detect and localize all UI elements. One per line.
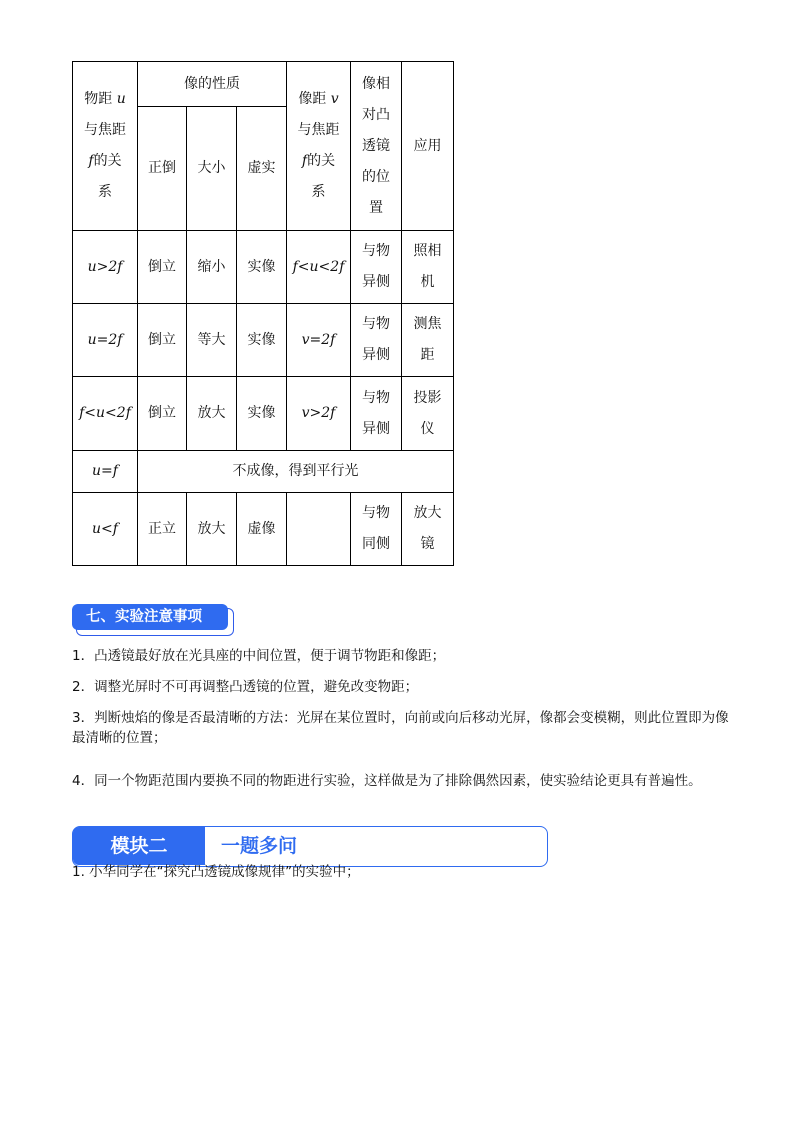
table-row — [73, 377, 454, 451]
cell-image-distance — [287, 493, 351, 566]
question-1: 1. 小华同学在“探究凸透镜成像规律”的实验中； — [72, 864, 360, 880]
cell-position: 与物 异侧 — [351, 304, 402, 377]
cell-condition: f<u<2f — [73, 377, 138, 451]
cell-size: 等大 — [187, 304, 237, 377]
cell-orientation: 倒立 — [138, 377, 187, 451]
header-image-distance: 像距 v 与焦距 f的关 系 — [287, 62, 351, 231]
table-row — [73, 451, 454, 493]
cell-image-distance: v=2f — [287, 304, 351, 377]
table-row — [73, 304, 454, 377]
cell-condition: u>2f — [73, 231, 138, 304]
note-item-4: 4．同一个物距范围内要换不同的物距进行实验，这样做是为了排除偶然因素，使实验结论更具有普遍性。 — [72, 773, 702, 789]
cell-application: 照相 机 — [402, 231, 454, 304]
module-banner — [72, 826, 548, 867]
header-image-position: 像相 对凸 透镜 的位 置 — [351, 62, 402, 231]
module-title: 一题多问 — [221, 835, 298, 857]
header-orientation: 正倒 — [138, 107, 187, 231]
header-image-nature: 像的性质 — [138, 62, 287, 107]
cell-application: 放大 镜 — [402, 493, 454, 566]
cell-position: 与物 同侧 — [351, 493, 402, 566]
cell-application: 投影 仪 — [402, 377, 454, 451]
cell-position: 与物 异侧 — [351, 377, 402, 451]
cell-condition: u<f — [73, 493, 138, 566]
section-badge — [72, 604, 232, 632]
cell-position: 与物 异侧 — [351, 231, 402, 304]
module-label: 模块二 — [73, 827, 205, 865]
cell-real-virtual: 实像 — [237, 304, 287, 377]
cell-size: 缩小 — [187, 231, 237, 304]
cell-application: 测焦 距 — [402, 304, 454, 377]
cell-condition: u=2f — [73, 304, 138, 377]
header-real-virtual: 虚实 — [237, 107, 287, 231]
cell-condition: u=f — [73, 451, 138, 493]
cell-image-distance: f<u<2f — [287, 231, 351, 304]
header-object-distance: 物距 u 与焦距 f的关 系 — [73, 62, 138, 231]
section-title: 七、实验注意事项 — [72, 604, 228, 630]
header-size: 大小 — [187, 107, 237, 231]
note-item-3: 3．判断烛焰的像是否最清晰的方法：光屏在某位置时，向前或向后移动光屏，像都会变模糊，则此位置即为像最清晰的位置； — [72, 710, 729, 746]
cell-real-virtual: 实像 — [237, 231, 287, 304]
cell-image-distance: v>2f — [287, 377, 351, 451]
cell-size: 放大 — [187, 493, 237, 566]
table-row — [73, 493, 454, 566]
table-row — [73, 231, 454, 304]
cell-size: 放大 — [187, 377, 237, 451]
cell-real-virtual: 实像 — [237, 377, 287, 451]
note-item-2: 2．调整光屏时不可再调整凸透镜的位置，避免改变物距； — [72, 679, 419, 695]
cell-real-virtual: 虚像 — [237, 493, 287, 566]
header-application: 应用 — [402, 62, 454, 231]
cell-orientation: 倒立 — [138, 231, 187, 304]
cell-orientation: 正立 — [138, 493, 187, 566]
cell-no-image: 不成像，得到平行光 — [138, 451, 454, 493]
note-item-1: 1．凸透镜最好放在光具座的中间位置，便于调节物距和像距； — [72, 648, 446, 664]
cell-orientation: 倒立 — [138, 304, 187, 377]
lens-imaging-table — [72, 61, 454, 566]
